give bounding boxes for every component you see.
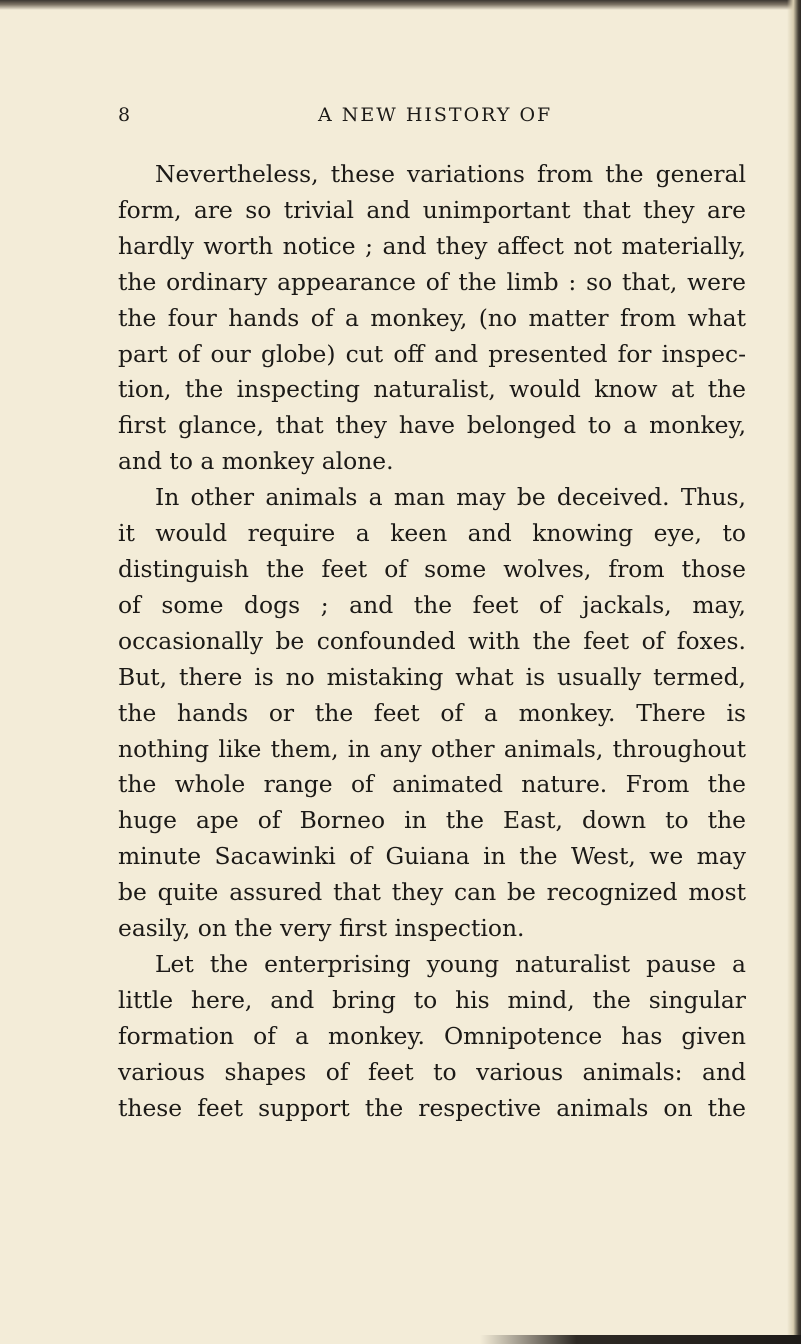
page-gutter-edge — [787, 0, 801, 1344]
text-line: the hands or the feet of a monkey. There is — [118, 698, 746, 727]
text-line: Let the enterprising young naturalist pause a — [155, 949, 746, 978]
text-line: of some dogs ; and the feet of jackals, may, — [118, 590, 746, 619]
text-line: In other animals a man may be deceived. Thus, — [155, 483, 746, 512]
text-line: tion, the inspecting naturalist, would know at the — [118, 375, 746, 404]
text-line: occasionally be confounded with the feet of foxes. — [118, 626, 746, 655]
text-line: nothing like them, in any other animals, throughout — [118, 734, 746, 763]
page-number: 8 — [118, 104, 133, 126]
text-line: distinguish the feet of some wolves, from those — [118, 554, 746, 583]
page-bottom-edge — [480, 1335, 801, 1344]
text-line: little here, and bring to his mind, the singular — [118, 985, 746, 1014]
text-line: the whole range of animated nature. From the — [118, 770, 746, 799]
text-line: Nevertheless, these variations from the general — [155, 160, 746, 188]
text-line: But, there is no mistaking what is usually termed, — [118, 662, 746, 691]
text-line: easily, on the very first inspection. — [118, 914, 525, 943]
text-line: form, are so trivial and unimportant that they are — [118, 195, 746, 224]
text-line: the four hands of a monkey, (no matter from what — [118, 303, 746, 332]
running-head: A NEW HISTORY OF — [318, 104, 553, 126]
body-text — [118, 157, 746, 1126]
text-line: be quite assured that they can be recognized most — [118, 878, 746, 907]
text-line: the ordinary appearance of the limb : so that, were — [118, 267, 746, 296]
text-line: these feet support the respective animals on the — [118, 1093, 746, 1122]
text-line: hardly worth notice ; and they affect not materially, — [118, 231, 746, 260]
text-line: huge ape of Borneo in the East, down to the — [118, 806, 746, 835]
text-line: various shapes of feet to various animals: and — [118, 1057, 746, 1086]
text-line: minute Sacawinki of Guiana in the West, we may — [118, 842, 746, 871]
page-top-edge — [0, 0, 801, 10]
text-line: it would require a keen and knowing eye, to — [118, 519, 746, 548]
text-line: formation of a monkey. Omnipotence has given — [118, 1021, 746, 1050]
text-line: first glance, that they have belonged to a monkey, — [118, 411, 746, 440]
text-line: part of our globe) cut off and presented for inspec- — [118, 339, 746, 368]
page-header — [118, 104, 738, 138]
text-line: and to a monkey alone. — [118, 447, 394, 476]
